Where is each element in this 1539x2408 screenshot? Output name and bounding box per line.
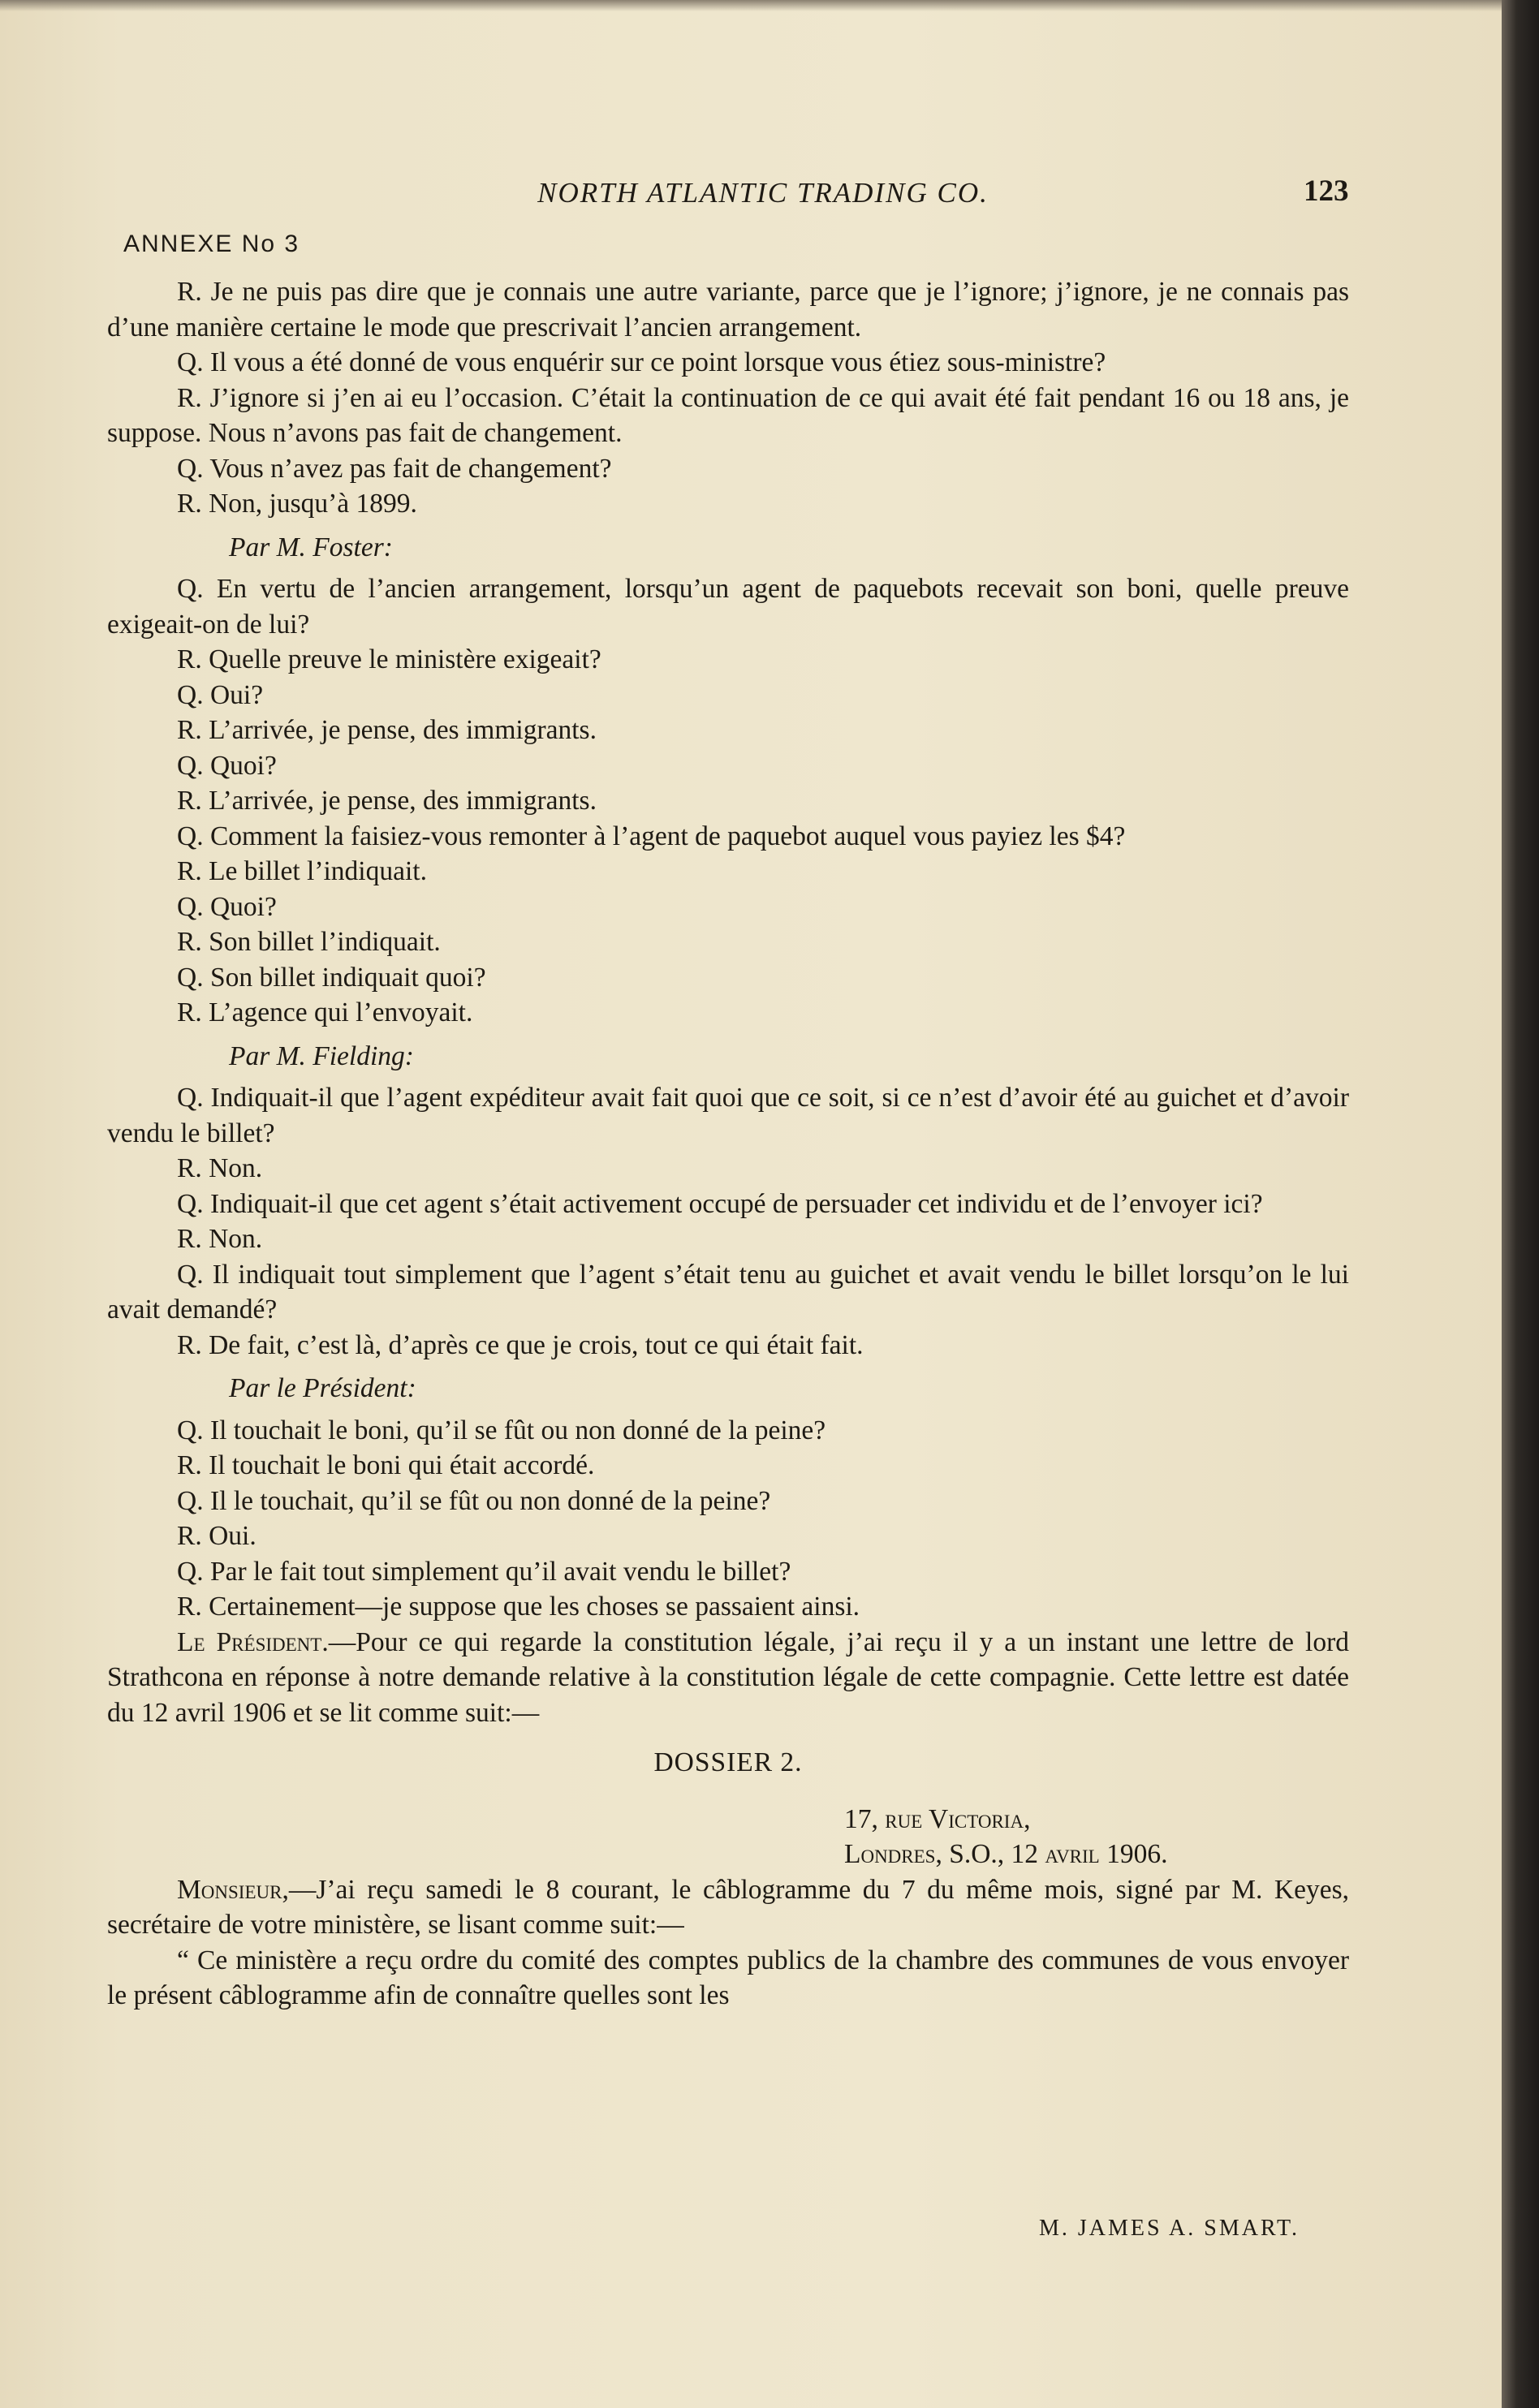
paragraph: R. L’arrivée, je pense, des immigrants.: [177, 715, 597, 745]
paragraph: R. Non, jusqu’à 1899.: [177, 489, 417, 519]
footer-signature: M. JAMES A. SMART.: [1039, 2216, 1300, 2241]
letter-text: —J’ai reçu samedi le 8 courant, le câblogramme du 7 du même mois, signé par M. Keyes, secrétaire de votre ministère, se lisant comme suit:—: [107, 1874, 1349, 1940]
speaker-heading: Par M. Fielding:: [229, 1040, 414, 1071]
page-number: 123: [1304, 174, 1349, 208]
paragraph: R. Certainement—je suppose que les choses se passaient ainsi.: [177, 1592, 860, 1622]
speaker-heading: Par M. Foster:: [229, 532, 393, 562]
paragraph: R. Le billet l’indiquait.: [177, 856, 427, 886]
statement-text: —Pour ce qui regarde la constitution légale, j’ai reçu il y a un instant une lettre de lord Strathcona en réponse à notre demande relative à la constitution légale de cette compagnie. Cette lettre est datée du 12 avril 1906 et se lit comme suit:—: [107, 1626, 1349, 1728]
paragraph: Q. Quoi?: [177, 891, 277, 922]
paragraph: Q. Indiquait-il que cet agent s’était activement occupé de persuader cet individu et de l’envoyer ici?: [177, 1188, 1263, 1219]
letter-place-and-date: Londres, S.O., 12 avril 1906.: [844, 1839, 1168, 1869]
running-head: NORTH ATLANTIC TRADING CO.: [537, 177, 989, 209]
paragraph: Q. Il indiquait tout simplement que l’agent s’était tenu au guichet et avait vendu le billet lorsqu’on le lui avait demandé?: [107, 1259, 1349, 1325]
quoted-cablegram: “ Ce ministère a reçu ordre du comité des comptes publics de la chambre des communes de vous envoyer le présent câblogramme afin de connaître quelles sont les: [107, 1945, 1349, 2010]
paragraph: Q. Il vous a été donné de vous enquérir sur ce point lorsque vous étiez sous-ministre?: [177, 347, 1106, 377]
letter-salutation-paragraph: [107, 1872, 1349, 1943]
document-body: [107, 274, 1349, 2014]
paragraph: Q. Oui?: [177, 679, 264, 710]
paragraph: Q. Il touchait le boni, qu’il se fût ou non donné de la peine?: [177, 1415, 826, 1445]
speaker-name: Le Président.: [177, 1626, 329, 1657]
paragraph: Q. Il le touchait, qu’il se fût ou non donné de la peine?: [177, 1485, 771, 1516]
page-top-shadow: [0, 0, 1502, 11]
letter-date-line: [107, 1837, 1349, 1872]
paragraph: R. Quelle preuve le ministère exigeait?: [177, 644, 601, 674]
paragraph: R. Je ne puis pas dire que je connais une autre variante, parce que je l’ignore; j’ignore, je ne connais pas d’une manière certaine le mode que prescrivait l’ancien arrangement.: [107, 277, 1349, 342]
paragraph: R. L’agence qui l’envoyait.: [177, 997, 473, 1027]
president-statement: [107, 1625, 1349, 1731]
paragraph: R. Oui.: [177, 1521, 256, 1551]
paragraph: R. Il touchait le boni qui était accordé.: [177, 1450, 595, 1480]
paragraph: Q. Comment la faisiez-vous remonter à l’agent de paquebot auquel vous payiez les $4?: [177, 821, 1126, 851]
paragraph: Q. En vertu de l’ancien arrangement, lorsqu’un agent de paquebots recevait son boni, quelle preuve exigeait-on de lui?: [107, 574, 1349, 640]
paragraph: Q. Vous n’avez pas fait de changement?: [177, 453, 612, 484]
paragraph: Q. Indiquait-il que l’agent expéditeur avait fait quoi que ce soit, si ce n’est d’avoir été au guichet et d’avoir vendu le billet?: [107, 1083, 1349, 1148]
dossier-title: DOSSIER 2.: [653, 1747, 803, 1777]
paragraph: R. Non.: [177, 1153, 263, 1183]
paragraph: R. Non.: [177, 1224, 263, 1254]
paragraph: R. De fait, c’est là, d’après ce que je crois, tout ce qui était fait.: [177, 1329, 864, 1360]
book-spine-edge: [1502, 0, 1539, 2408]
speaker-heading: Par le Président:: [229, 1373, 416, 1403]
letter-address-line: 17, rue Victoria,: [844, 1803, 1031, 1834]
salutation: Monsieur,: [177, 1874, 289, 1905]
paragraph: R. Son billet l’indiquait.: [177, 927, 441, 957]
paragraph: Q. Son billet indiquait quoi?: [177, 962, 486, 993]
paragraph: R. L’arrivée, je pense, des immigrants.: [177, 786, 597, 816]
paragraph: Q. Par le fait tout simplement qu’il avait vendu le billet?: [177, 1556, 791, 1587]
paragraph: R. J’ignore si j’en ai eu l’occasion. C’était la continuation de ce qui avait été fait pendant 16 ou 18 ans, je suppose. Nous n’avons pas fait de changement.: [107, 382, 1349, 448]
paragraph: Q. Quoi?: [177, 750, 277, 781]
annex-label: ANNEXE No 3: [123, 230, 300, 257]
